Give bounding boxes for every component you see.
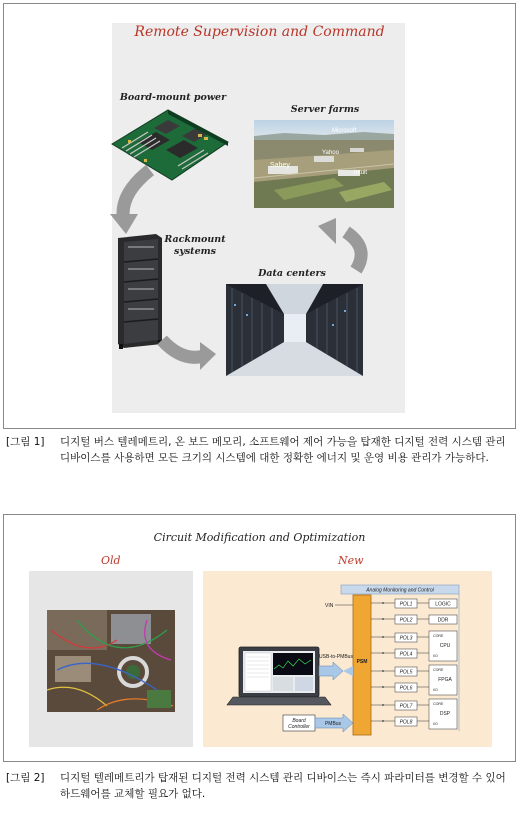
usb-to-pmbus-label: USB-to-PMBus <box>319 654 353 660</box>
cpu-core-label: CORE <box>433 634 444 638</box>
arrow-datacenter-to-server <box>318 218 361 270</box>
pol-label-6: POL6 <box>399 685 413 692</box>
psm-chip <box>353 595 371 735</box>
pol-label-8: POL8 <box>399 719 413 726</box>
figure-1-caption-tag: [그림 1] <box>6 436 45 448</box>
figure-1-title: Remote Supervision and Command <box>134 24 385 40</box>
figure-2-caption-tag: [그림 2] <box>6 772 45 784</box>
arrow-rack-to-datacenter <box>162 340 216 370</box>
lab-bench-photo <box>47 610 175 712</box>
rackmount-label-line2: systems <box>173 246 217 257</box>
ddr-load-label: DDR <box>437 617 449 624</box>
board-mount-power-label: Board-mount power <box>119 92 227 103</box>
pol-label-5: POL5 <box>399 669 413 676</box>
cpu-io-label: I/O <box>433 654 438 658</box>
arrow-board-to-rack <box>110 170 150 234</box>
pmbus-label: PMBus <box>324 721 342 727</box>
figure-1-caption-text: 디지털 버스 텔레메트리, 온 보드 메모리, 소프트웨어 제어 가능을 탑재한 디지털 전력 시스템 관리 디바이스를 사용하면 모든 크기의 시스템에 대한 정확한 에너지 및 운영 비용 관리가 가능하다. <box>60 436 506 464</box>
fpga-core-label: CORE <box>433 668 444 672</box>
figure-2-caption <box>6 770 512 802</box>
server-farm-tag-yahoo: Yahoo <box>322 150 339 156</box>
pol-label-2: POL2 <box>399 617 413 624</box>
laptop-icon <box>227 647 331 705</box>
board-controller-line1: Board <box>292 718 306 724</box>
figure-1-caption <box>6 434 512 466</box>
pol-label-7: POL7 <box>399 703 413 710</box>
analog-monitoring-label: Analog Monitoring and Control <box>366 587 434 594</box>
server-farms-label: Server farms <box>290 104 360 115</box>
figure-2-title: Circuit Modification and Optimization <box>153 531 366 544</box>
logic-load-label: LOGIC <box>435 601 451 608</box>
power-system-schematic <box>203 571 492 747</box>
cpu-label: CPU <box>439 643 451 649</box>
board-controller-line2: Controller <box>288 724 310 730</box>
data-centers-label: Data centers <box>258 268 326 279</box>
fpga-io-label: I/O <box>433 688 438 692</box>
fpga-label: FPGA <box>438 677 452 683</box>
server-farm-tag-sabey: Sabey <box>270 162 290 169</box>
pol-label-3: POL3 <box>399 635 413 642</box>
dsp-core-label: CORE <box>433 702 444 706</box>
rackmount-label-line1: Rackmount <box>164 234 226 245</box>
pol-label-4: POL4 <box>399 651 413 658</box>
dsp-io-label: I/O <box>433 722 438 726</box>
old-label: Old <box>101 554 121 567</box>
figure-2-caption-text: 디지털 텔레메트리가 탑재된 디지털 전력 시스템 관리 디바이스는 즉시 파라미터를 변경할 수 있어 하드웨어를 교체할 필요가 없다. <box>60 772 506 800</box>
server-farm-tag-intuit: Intuit <box>354 170 368 176</box>
pol-column <box>395 599 417 726</box>
pol-label-1: POL1 <box>399 601 413 608</box>
psm-chip-label: PSM <box>356 659 368 665</box>
dsp-label: DSP <box>439 711 451 717</box>
vin-label: VIN <box>325 603 334 609</box>
new-label: New <box>338 554 364 567</box>
server-farm-tag-microsoft: Microsoft <box>332 128 357 134</box>
usb-bus-arrow <box>319 662 343 680</box>
